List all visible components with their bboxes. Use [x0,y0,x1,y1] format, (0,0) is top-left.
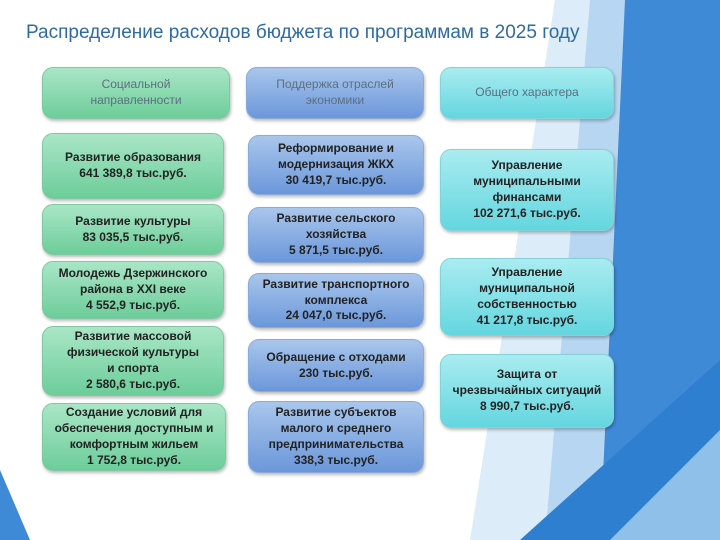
program-label: Реформирование и модернизация ЖКХ 30 419,7 тыс.руб. [277,141,395,187]
program-label: Развитие массовой физической культуры и спорта 2 580,6 тыс.руб. [67,329,199,391]
program-label: Молодежь Дзержинского района в XXI веке 4 552,9 тыс.руб. [58,266,208,312]
program-housing-utilities [248,135,424,195]
program-label: Обращение с отходами 230 тыс.руб. [266,349,406,380]
header-social [42,67,230,119]
program-housing [42,403,226,471]
program-label: Создание условий для обеспечения доступным и комфортным жильем 1 752,8 тыс.руб. [54,405,214,467]
program-culture [42,204,224,255]
program-label: Развитие транспортного комплекса 24 047,0 тыс.руб. [262,276,410,323]
program-education [42,133,224,199]
header-economy-label: Поддержка отраслей экономики [276,77,394,107]
bg-left-corner [0,470,30,540]
program-emergency-protection [440,354,614,428]
program-property-management [440,258,614,336]
program-label: Развитие культуры 83 035,5 тыс.руб. [75,213,191,244]
program-finance-management [440,149,614,231]
header-economy [246,67,424,119]
program-agriculture [248,207,424,263]
header-general [440,67,614,119]
program-label: Развитие сельского хозяйства 5 871,5 тыс.руб. [276,211,396,257]
program-label: Управление муниципальной собственностью 41 217,8 тыс.руб. [476,265,578,327]
program-label: Защита от чрезвычайных ситуаций 8 990,7 тыс.руб. [452,367,602,413]
program-small-business [248,401,424,473]
header-general-label: Общего характера [475,85,579,100]
header-social-label: Социальной направленности [90,77,182,107]
program-youth [42,261,224,319]
program-sport [42,326,224,396]
program-label: Управление муниципальными финансами 102 271,6 тыс.руб. [473,158,581,220]
program-waste [248,339,424,392]
program-label: Развитие образования 641 389,8 тыс.руб. [64,150,202,180]
program-transport [248,273,424,328]
page-title: Распределение расходов бюджета по программам в 2025 году [26,22,580,43]
program-label: Развитие субъектов малого и среднего предпринимательства 338,3 тыс.руб. [268,405,404,467]
